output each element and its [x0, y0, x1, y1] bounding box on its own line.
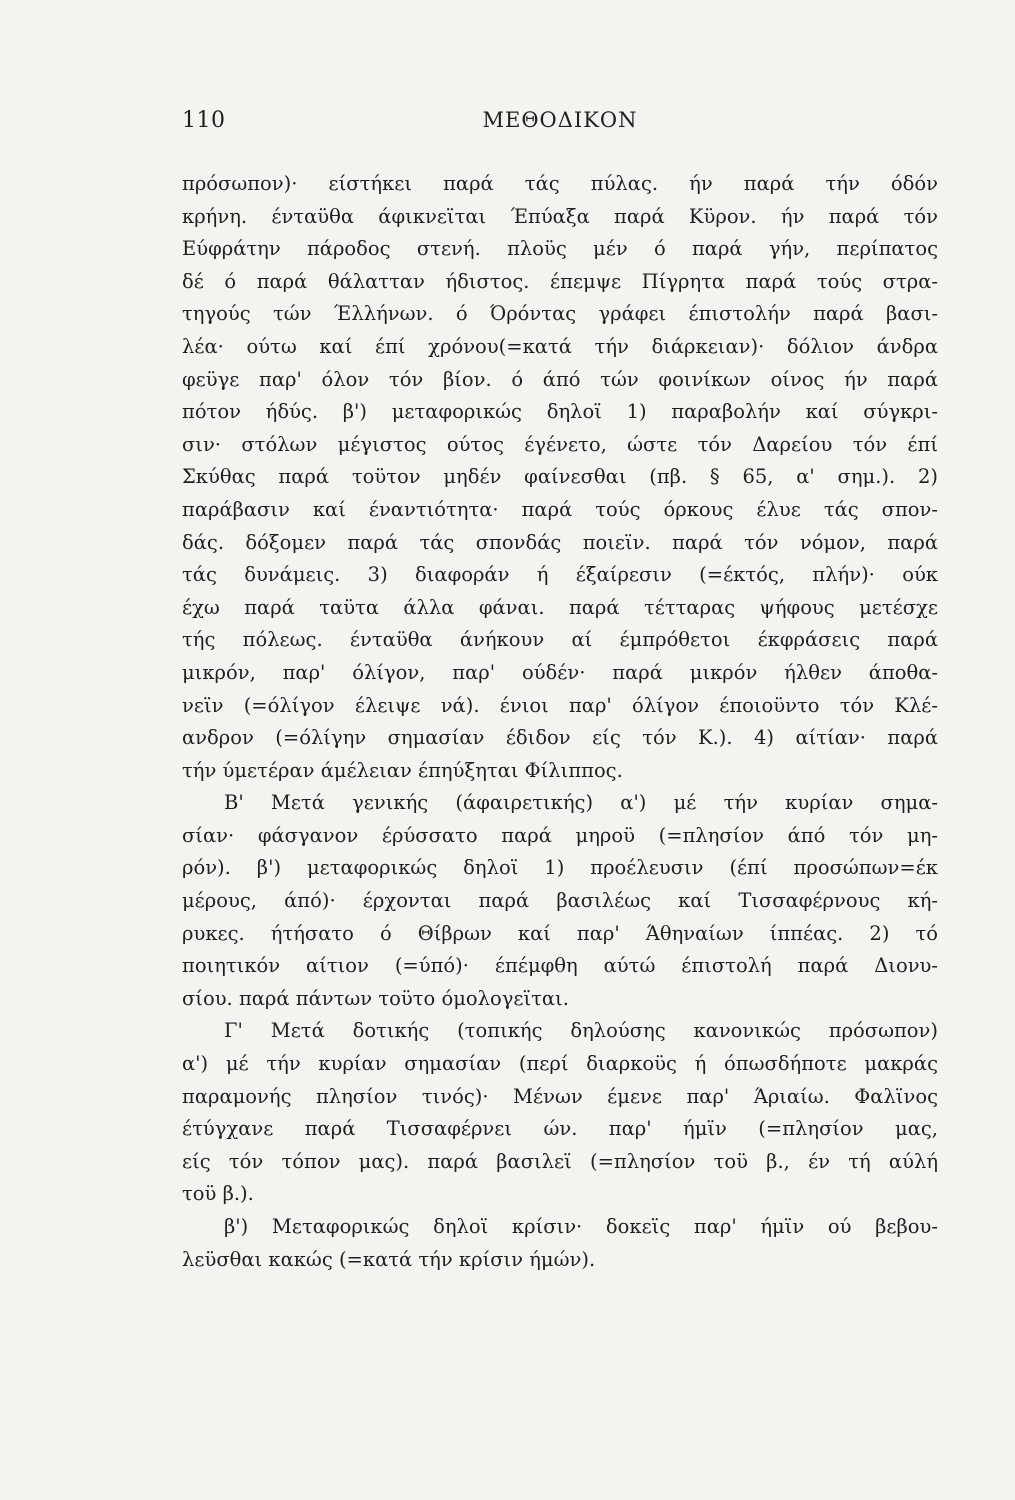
text-line: μέρους, άπό)· έρχονται παρά βασιλέως καί Τισσαφέρνους κή-: [182, 889, 938, 913]
text-line: τάς δυνάμεις. 3) διαφοράν ή έξαίρεσιν (=έκτός, πλήν)· ούκ: [182, 563, 938, 587]
text-line: τής πόλεως. ένταϋθα άνήκουν αί έμπρόθετοι έκφράσεις παρά: [182, 628, 938, 652]
text-line: τηγούς τών Έλλήνων. ό Όρόντας γράφει έπιστολήν παρά βασι-: [182, 302, 938, 326]
body-text: [182, 168, 938, 1276]
text-line: Β' Μετά γενικής (άφαιρετικής) α') μέ τήν κυρίαν σημα-: [224, 791, 938, 815]
text-line: έχω παρά ταϋτα άλλα φάναι. παρά τέτταρας ψήφους μετέσχε: [182, 595, 938, 619]
page-number: 110: [182, 108, 226, 133]
text-line: φεϋγε παρ' όλον τόν βίον. ό άπό τών φοινίκων οίνος ήν παρά: [182, 367, 938, 391]
text-line: δέ ό παρά θάλατταν ήδιστος. έπεμψε Πίγρητα παρά τούς στρα-: [182, 269, 938, 293]
text-line: είς τόν τόπον μας). παρά βασιλεϊ (=πλησίον τοϋ β., έν τή αύλή: [182, 1149, 938, 1173]
text-line: ρόν). β') μεταφορικώς δηλοϊ 1) προέλευσιν (έπί προσώπων=έκ: [182, 856, 938, 880]
text-line: έτύγχανε παρά Τισσαφέρνει ών. παρ' ήμϊν (=πλησίον μας,: [182, 1117, 938, 1141]
text-line: σίαν· φάσγανον έρύσσατο παρά μηροϋ (=πλησίον άπό τόν μη-: [182, 823, 938, 847]
text-line: ανδρον (=όλίγην σημασίαν έδιδον είς τόν Κ.). 4) αίτίαν· παρά: [182, 726, 938, 750]
text-line: μικρόν, παρ' όλίγον, παρ' ούδέν· παρά μικρόν ήλθεν άποθα-: [182, 660, 938, 684]
text-line: ρυκες. ήτήσατο ό Θίβρων καί παρ' Άθηναίων ίππέας. 2) τό: [182, 921, 938, 945]
text-line: κρήνη. ένταϋθα άφικνεϊται Έπύαξα παρά Κϋρον. ήν παρά τόν: [182, 204, 938, 228]
text-line: σιν· στόλων μέγιστος ούτος έγένετο, ώστε τόν Δαρείου τόν έπί: [182, 432, 938, 456]
text-line: νεϊν (=όλίγον έλειψε νά). ένιοι παρ' όλίγον έποιοϋντο τόν Κλέ-: [182, 693, 938, 717]
text-line: α') μέ τήν κυρίαν σημασίαν (περί διαρκοϋς ή όπωσδήποτε μακράς: [182, 1052, 938, 1076]
text-line: σίου. παρά πάντων τοϋτο όμολογεϊται.: [182, 986, 569, 1010]
text-line: λεϋσθαι κακώς (=κατά τήν κρίσιν ήμών).: [182, 1247, 596, 1271]
text-line: ποιητικόν αίτιον (=ύπό)· έπέμφθη αύτώ έπιστολή παρά Διονυ-: [182, 954, 938, 978]
text-line: παράβασιν καί έναντιότητα· παρά τούς όρκους έλυε τάς σπον-: [182, 497, 938, 521]
text-line: Σκύθας παρά τοϋτον μηδέν φαίνεσθαι (πβ. § 65, α' σημ.). 2): [182, 465, 938, 489]
text-line: πότον ήδύς. β') μεταφορικώς δηλοϊ 1) παραβολήν καί σύγκρι-: [182, 400, 938, 424]
running-head: ΜΕΘΟΔΙΚΟΝ: [482, 108, 638, 132]
text-line: τοϋ β.).: [182, 1182, 254, 1206]
text-line: λέα· ούτω καί έπί χρόνου(=κατά τήν διάρκειαν)· δόλιον άνδρα: [182, 334, 938, 358]
text-line: πρόσωπον)· είστήκει παρά τάς πύλας. ήν παρά τήν όδόν: [182, 172, 938, 195]
text-line: δάς. δόξομεν παρά τάς σπονδάς ποιεϊν. παρά τόν νόμον, παρά: [182, 530, 938, 554]
text-line: παραμονής πλησίον τινός)· Μένων έμενε παρ' Άριαίω. Φαλϊνος: [182, 1084, 938, 1108]
page-header: [182, 108, 938, 144]
text-line: Γ' Μετά δοτικής (τοπικής δηλούσης κανονικώς πρόσωπον): [224, 1019, 938, 1043]
text-line: Εύφράτην πάροδος στενή. πλοϋς μέν ό παρά γήν, περίπατος: [182, 237, 938, 261]
text-line: τήν ύμετέραν άμέλειαν έπηύξηται Φίλιππος.: [182, 758, 623, 782]
text-line: β') Μεταφορικώς δηλοϊ κρίσιν· δοκεϊς παρ' ήμϊν ού βεβου-: [224, 1215, 938, 1238]
